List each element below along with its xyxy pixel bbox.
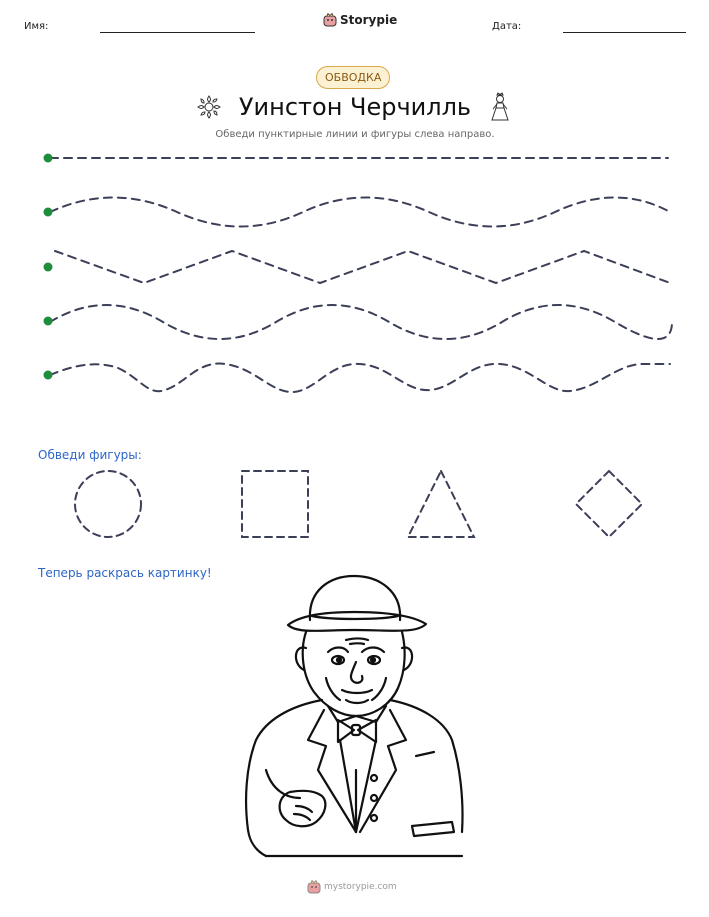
tracing-line-wave[interactable]: [50, 305, 672, 339]
start-dot: [44, 154, 53, 163]
tracing-line-deep-wave[interactable]: [50, 364, 670, 392]
worksheet-badge: ОБВОДКА: [316, 66, 390, 89]
shapes-section-label: Обведи фигуры:: [38, 448, 142, 462]
tracing-line-gentle-wave[interactable]: [50, 198, 670, 227]
page-title: Уинстон Черчилль: [238, 93, 472, 121]
tracing-lines: [0, 0, 709, 420]
start-dot: [44, 317, 53, 326]
tracing-shapes: [0, 460, 709, 550]
date-label: Дата:: [492, 21, 522, 32]
tracing-square[interactable]: [242, 471, 308, 537]
name-label: Имя:: [24, 21, 49, 32]
instructions: Обведи пунктирные линии и фигуры слева направо.: [215, 129, 495, 140]
start-dot: [44, 208, 53, 217]
tracing-diamond[interactable]: [576, 471, 642, 537]
tracing-triangle[interactable]: [408, 471, 474, 537]
tracing-circle[interactable]: [75, 471, 141, 537]
start-dot: [44, 371, 53, 380]
start-dot: [44, 263, 53, 272]
footer-brand: [307, 880, 397, 894]
tracing-line-zigzag[interactable]: [55, 251, 670, 283]
footer-site[interactable]: mystorypie.com: [324, 882, 397, 892]
coloring-section-label: Теперь раскрась картинку!: [38, 566, 212, 580]
storypie-logo-icon: [307, 880, 321, 894]
churchill-coloring-picture[interactable]: [230, 570, 480, 860]
brand-name: Storypie: [340, 13, 398, 27]
